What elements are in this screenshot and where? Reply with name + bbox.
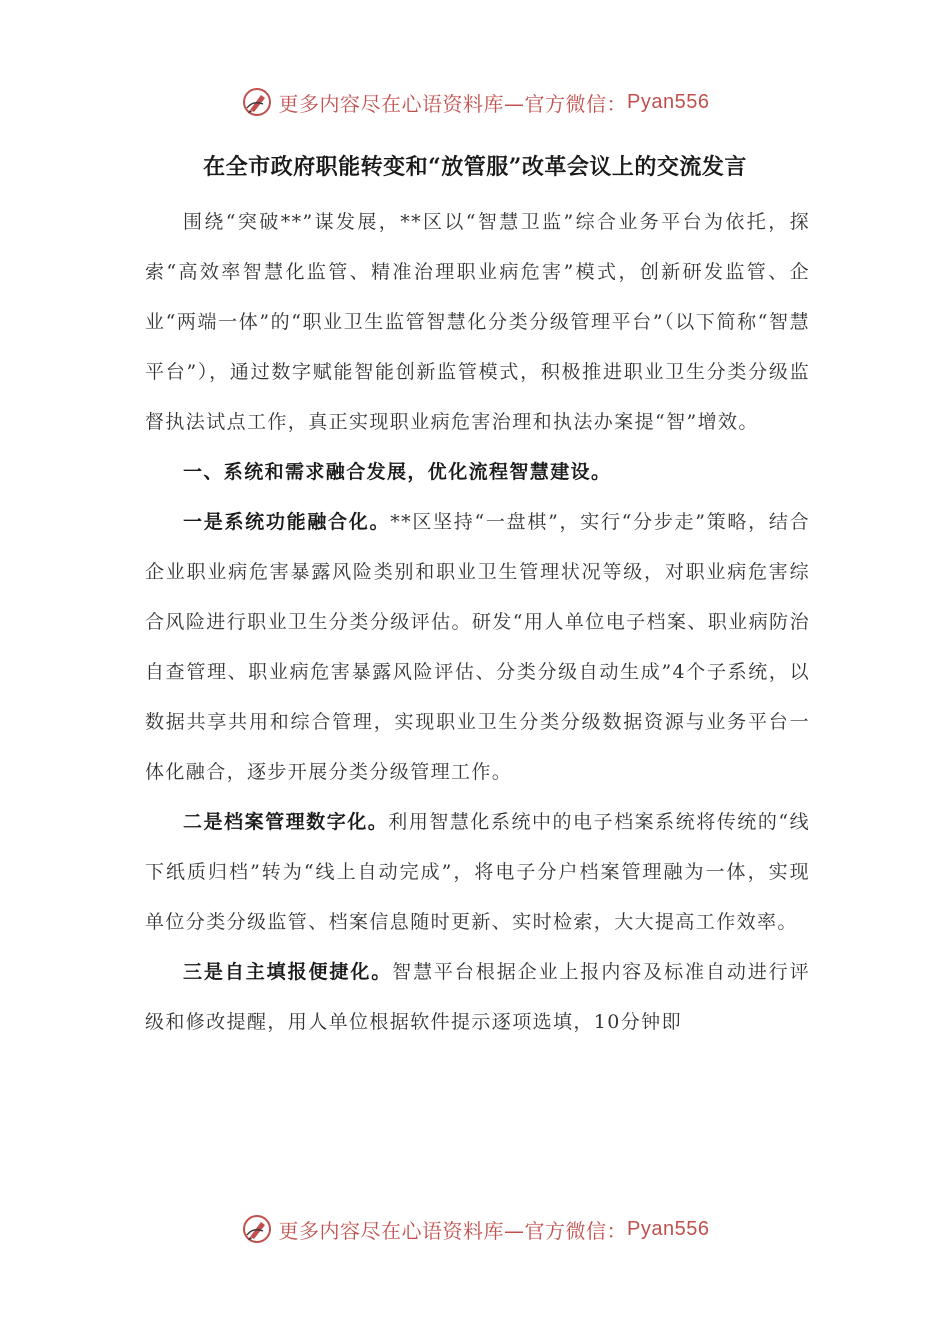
- paragraph-lead: 三是自主填报便捷化。: [183, 961, 393, 983]
- document-body: [145, 197, 810, 1047]
- pen-nib-logo-icon: [241, 86, 273, 118]
- paragraph-text: 智慧平台根据企业上报内容及标准自动进行评级和修改提醒，用人单位根据软件提示逐项选填，10分钟即: [145, 961, 810, 1033]
- pen-nib-logo-icon: [241, 1213, 273, 1245]
- watermark-bottom: [0, 1209, 950, 1249]
- paragraph-text: **区坚持“一盘棋”，实行“分步走”策略，结合企业职业病危害暴露风险类别和职业卫生管理状况等级，对职业病危害综合风险进行职业卫生分类分级评估。研发“用人单位电子档案、职业病防治自查管理、职业病危害暴露风险评估、分类分级自动生成”4个子系统，以数据共享共用和综合管理，实现职业卫生分类分级数据资源与业务平台一体化融合，逐步开展分类分级管理工作。: [145, 511, 810, 783]
- paragraph-archive-digitization: [145, 797, 810, 947]
- paragraph-lead: 一是系统功能融合化。: [183, 511, 391, 533]
- paragraph-system-integration: [145, 497, 810, 797]
- section-heading: 一、系统和需求融合发展，优化流程智慧建设。: [183, 461, 612, 483]
- paragraph-text: 利用智慧化系统中的电子档案系统将传统的“线下纸质归档”转为“线上自动完成”，将电子分户档案管理融为一体，实现单位分类分级监管、档案信息随时更新、实时检索，大大提高工作效率。: [145, 811, 810, 933]
- watermark-text: 更多内容尽在心语资料库—官方微信：: [278, 1218, 628, 1243]
- watermark-wechat-id: Pyan556: [627, 1217, 710, 1240]
- document-title: 在全市政府职能转变和“放管服”改革会议上的交流发言: [203, 154, 747, 180]
- watermark-wechat-id: Pyan556: [627, 90, 710, 113]
- watermark-top: [0, 82, 950, 122]
- paragraph-text: 围绕“突破**”谋发展，**区以“智慧卫监”综合业务平台为依托，探索“高效率智慧化监管、精准治理职业病危害”模式，创新研发监管、企业“两端一体”的“职业卫生监管智慧化分类分级管理平台”（以下简称“智慧平台”），通过数字赋能智能创新监管模式，积极推进职业卫生分类分级监督执法试点工作，真正实现职业病危害治理和执法办案提“智”增效。: [145, 211, 810, 433]
- watermark-text: 更多内容尽在心语资料库—官方微信：: [278, 91, 628, 116]
- paragraph-self-reporting: [145, 947, 810, 1047]
- paragraph-intro: [145, 197, 810, 447]
- paragraph-lead: 二是档案管理数字化。: [183, 811, 389, 833]
